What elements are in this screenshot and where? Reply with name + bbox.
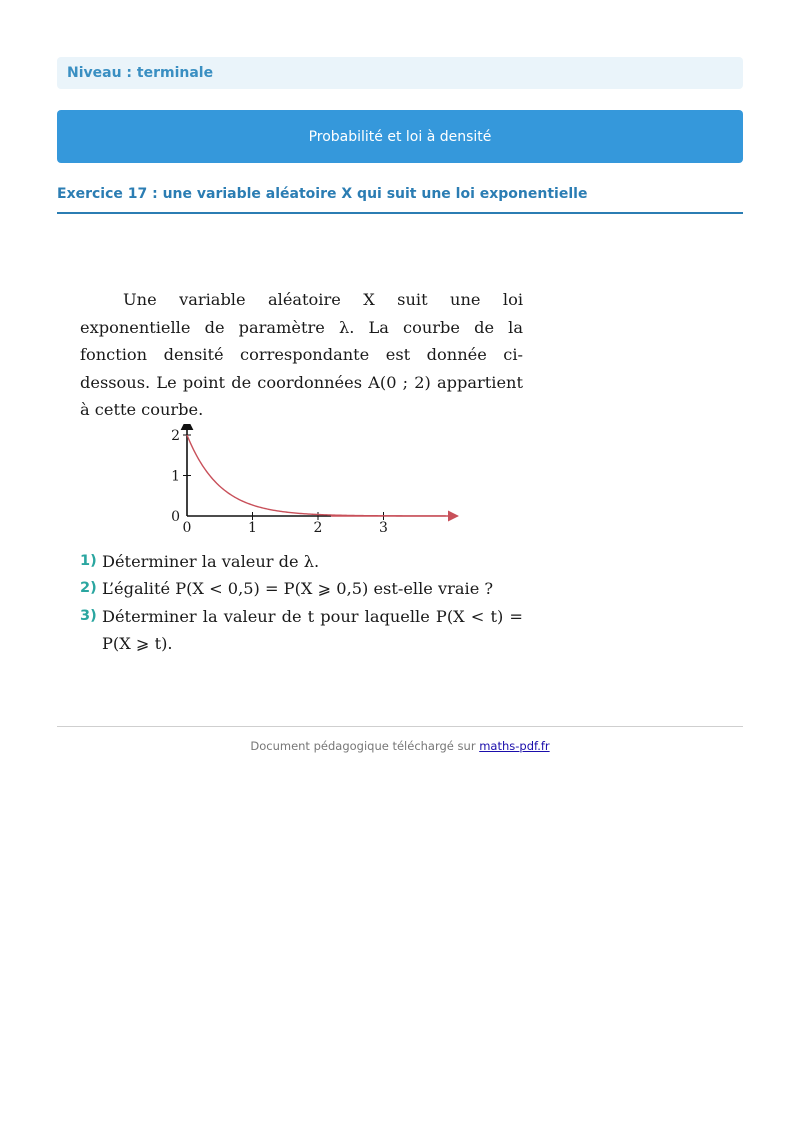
question-list xyxy=(80,548,523,658)
question-number: 2) xyxy=(80,580,97,596)
question-item xyxy=(80,603,523,658)
question-number: 1) xyxy=(80,552,97,569)
exercise-title-underline xyxy=(57,212,743,214)
question-text: L’égalité P(X < 0,5) = P(X ⩾ 0,5) est-elle vraie ? xyxy=(102,579,494,598)
question-number: 3) xyxy=(80,607,97,624)
x-tick-label: 1 xyxy=(248,519,257,536)
x-tick-label: 3 xyxy=(379,519,388,536)
level-banner xyxy=(57,57,743,89)
y-tick-label: 2 xyxy=(171,427,180,444)
exercise-content xyxy=(80,286,523,658)
footer-link[interactable]: maths-pdf.fr xyxy=(479,739,550,753)
y-tick-label: 0 xyxy=(171,508,180,525)
footer-text: Document pédagogique téléchargé sur xyxy=(250,739,476,753)
exercise-statement: Une variable aléatoire X suit une loi exponentielle de paramètre λ. La courbe de la fonction densité correspondante est donnée ci-dessous. Le point de coordonnées A(0 ; 2) appartient à cette courbe. xyxy=(80,290,523,419)
footer xyxy=(57,739,743,753)
density-curve xyxy=(187,435,446,516)
x-tick-label: 0 xyxy=(182,519,192,536)
level-label: Niveau : terminale xyxy=(67,65,214,81)
question-text: Déterminer la valeur de λ. xyxy=(102,551,320,571)
footer-divider xyxy=(57,726,743,727)
chapter-title-banner xyxy=(57,110,743,163)
chapter-title: Probabilité et loi à densité xyxy=(308,128,492,145)
question-text: Déterminer la valeur de t pour laquelle P(X < t) = P(X ⩾ t). xyxy=(102,606,523,653)
x-tick-label: 2 xyxy=(313,519,323,536)
density-graph xyxy=(80,424,523,548)
y-tick-label: 1 xyxy=(171,468,180,484)
density-graph-svg xyxy=(80,424,523,548)
question-item xyxy=(80,548,523,576)
question-item xyxy=(80,575,523,603)
exercise-title: Exercice 17 : une variable aléatoire X qui suit une loi exponentielle xyxy=(57,186,588,202)
